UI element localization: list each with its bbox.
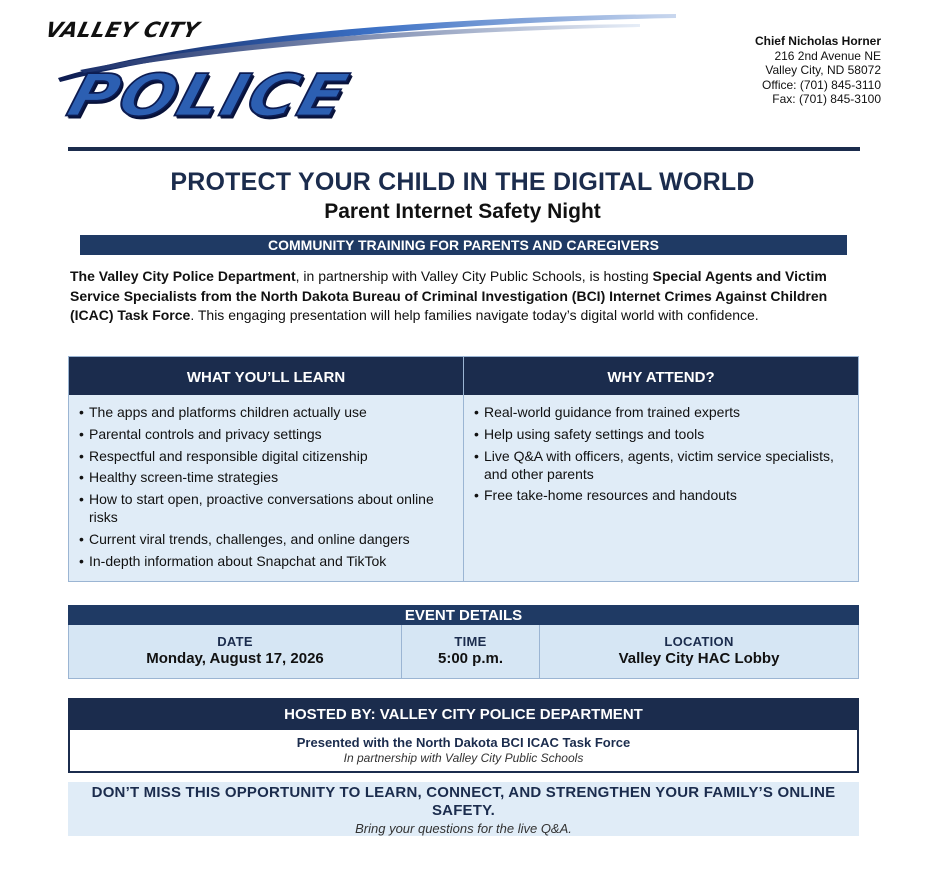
list-item: • Free take-home resources and handouts <box>474 486 848 504</box>
list-item: • Live Q&A with officers, agents, victim service specialists, and other parents <box>474 447 848 483</box>
event-location-cell <box>539 625 858 678</box>
closing-callout <box>68 782 859 836</box>
contact-block <box>755 34 881 107</box>
list-item: • How to start open, proactive conversations about online risks <box>79 490 453 526</box>
page-subtitle: Parent Internet Safety Night <box>324 200 601 223</box>
training-banner: COMMUNITY TRAINING FOR PARENTS AND CAREGIVERS <box>80 235 847 255</box>
list-item: • Help using safety settings and tools <box>474 425 848 443</box>
logo-police-text: POLICE <box>60 62 357 130</box>
why-column <box>463 357 858 581</box>
address-line-2: Valley City, ND 58072 <box>765 63 881 78</box>
list-item: • Parental controls and privacy settings <box>79 425 453 443</box>
event-location-value: Valley City HAC Lobby <box>618 650 780 667</box>
closing-subtext: Bring your questions for the live Q&A. <box>355 821 572 836</box>
list-item: • Respectful and responsible digital citizenship <box>79 447 453 465</box>
hosted-by-box <box>68 730 859 773</box>
event-details-heading: EVENT DETAILS <box>68 605 859 625</box>
why-list-panel <box>464 395 858 581</box>
learn-column <box>69 357 463 581</box>
fax-number: Fax: (701) 845-3100 <box>772 92 881 107</box>
office-phone: Office: (701) 845-3110 <box>762 77 881 92</box>
partnership-text: In partnership with Valley City Public Schools <box>343 751 584 765</box>
learn-why-section <box>68 356 859 582</box>
why-heading: WHY ATTEND? <box>464 357 858 395</box>
event-location-label: LOCATION <box>664 634 734 649</box>
event-date-cell <box>69 625 401 678</box>
address-line-1: 216 2nd Avenue NE <box>774 48 881 63</box>
closing-message: DON’T MISS THIS OPPORTUNITY TO LEARN, CONNECT, AND STRENGTHEN YOUR FAMILY’S ONLINE SAFETY. <box>91 784 836 819</box>
intro-paragraph <box>70 267 860 326</box>
list-item: • In-depth information about Snapchat and TikTok <box>79 552 453 570</box>
list-item: • Healthy screen-time strategies <box>79 468 453 486</box>
why-list <box>474 403 848 504</box>
event-time-value: 5:00 p.m. <box>437 650 504 667</box>
intro-dept-name: The Valley City Police Department <box>70 268 296 284</box>
event-date-label: DATE <box>217 634 253 649</box>
event-time-cell <box>401 625 539 678</box>
list-item: • The apps and platforms children actually use <box>79 403 453 421</box>
logo-valley-city-text: VALLEY CITY <box>43 18 202 42</box>
learn-heading: WHAT YOU’LL LEARN <box>69 357 463 395</box>
police-logo <box>40 12 680 132</box>
event-date-value: Monday, August 17, 2026 <box>146 650 324 667</box>
list-item: • Real-world guidance from trained experts <box>474 403 848 421</box>
hosted-by-heading: HOSTED BY: VALLEY CITY POLICE DEPARTMENT <box>68 698 859 730</box>
learn-list <box>79 403 453 570</box>
intro-text-1: , in partnership with Valley City Public Schools, is hosting <box>295 268 653 284</box>
chief-name: Chief Nicholas Horner <box>754 34 881 48</box>
event-time-label: TIME <box>454 634 487 649</box>
list-item: • Current viral trends, challenges, and online dangers <box>79 530 453 548</box>
header-divider <box>68 147 860 151</box>
event-details-table <box>68 625 859 679</box>
intro-bci-team: Special Agents and Victim Service Specialists from the North Dakota Bureau of Criminal Investigation (BCI) Internet Crimes Against Children (ICAC) Task Force <box>70 268 828 323</box>
page-title: PROTECT YOUR CHILD IN THE DIGITAL WORLD <box>170 168 755 196</box>
intro-text-2: . This engaging presentation will help families navigate today’s digital world with confidence. <box>190 307 759 323</box>
presented-with-text: Presented with the North Dakota BCI ICAC Task Force <box>296 735 631 750</box>
learn-list-panel <box>69 395 463 581</box>
